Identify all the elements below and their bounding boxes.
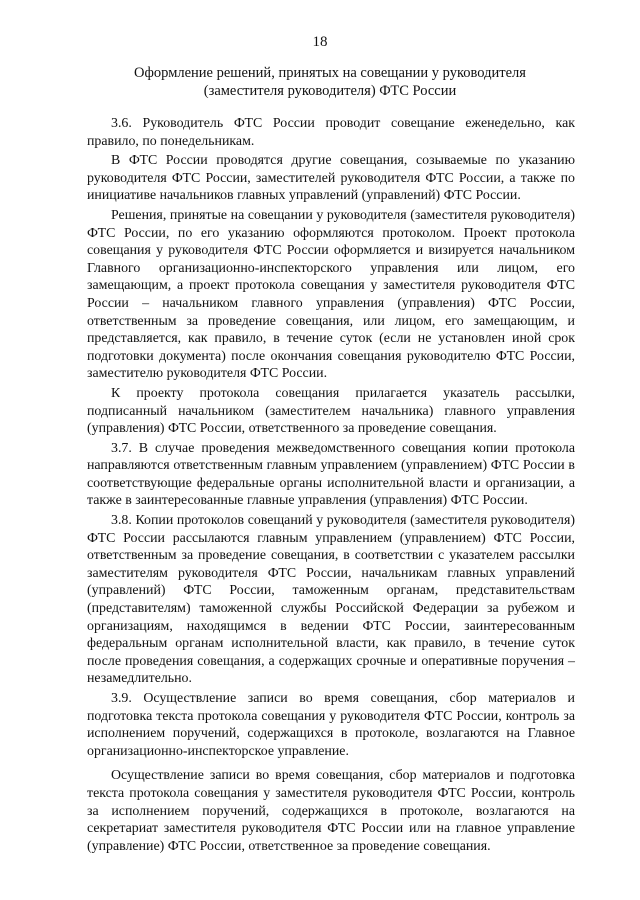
paragraph-3-9: 3.9. Осуществление записи во время совещания, сбор материалов и подготовка текста протокола совещания у руководителя ФТС России, контроль за исполнением поручений, содержащихся в протоколе, возлагаются на Главное организационно-инспекторское управление. (87, 691, 575, 759)
paragraph-deputy-records: Осуществление записи во время совещания, сбор материалов и подготовка текста протокола совещания у заместителя руководителя ФТС России, контроль за исполнением поручений, содержащихся в протоколе, возлагаются на секретариат заместителя руководителя ФТС России или на главное управление (управление) ФТС России, ответственное за проведение совещания. (87, 768, 575, 854)
paragraph-other-meetings: В ФТС России проводятся другие совещания, созываемые по указанию руководителя ФТС России, заместителей руководителя ФТС России, а также по инициативе начальников главных управлений (управлений) ФТС России. (87, 153, 575, 204)
section-title-line-1: Оформление решений, принятых на совещании у руководителя (134, 65, 526, 81)
document-body (87, 115, 575, 857)
section-title-line-2: (заместителя руководителя) ФТС России (203, 83, 457, 99)
paragraph-3-6: 3.6. Руководитель ФТС России проводит совещание еженедельно, как правило, по понедельникам. (87, 116, 575, 149)
paragraph-decisions: Решения, принятые на совещании у руководителя (заместителя руководителя) ФТС России, по его указанию оформляются протоколом. Проект протокола совещания у руководителя ФТС России оформляется и визируется начальником Главного организационно-инспекторского управления или лицом, его замещающим, а проект протокола совещания у заместителя руководителя ФТС России – начальником главного управления (управления) ФТС России, ответственным за проведение совещания, или лицом, его замещающим, и представляется, как правило, в течение суток (если не установлен иной срок подготовки документа) после окончания совещания руководителю ФТС России, заместителю руководителя ФТС России. (87, 207, 575, 382)
paragraph-distribution-list: К проекту протокола совещания прилагается указатель рассылки, подписанный начальником (заместителем начальника) главного управления (управления) ФТС России, ответственного за проведение совещания. (87, 385, 575, 437)
section-title (80, 64, 580, 100)
paragraph-3-8: 3.8. Копии протоколов совещаний у руководителя (заместителя руководителя) ФТС России рассылаются главным управлением (управлением) ФТС России, ответственным за проведение совещания, в соответствии с указателем рассылки заместителям руководителя ФТС России, начальникам главных управлений (управлений) ФТС России, таможенным органам, представительствам (представителям) таможенной службы Российской Федерации за рубежом и организациям, находящимся в ведении ФТС России, заинтересованным федеральным органам исполнительной власти, как правило, в течение суток после проведения совещания, а содержащих срочные и оперативные поручения – незамедлительно. (87, 513, 575, 687)
paragraph-3-7: 3.7. В случае проведения межведомственного совещания копии протокола направляются ответственным главным управлением (управлением) ФТС России в соответствующие федеральные органы исполнительной власти и организации, а также в заинтересованные главные управления (управления) ФТС России. (87, 440, 575, 509)
page-number: 18 (312, 34, 328, 50)
